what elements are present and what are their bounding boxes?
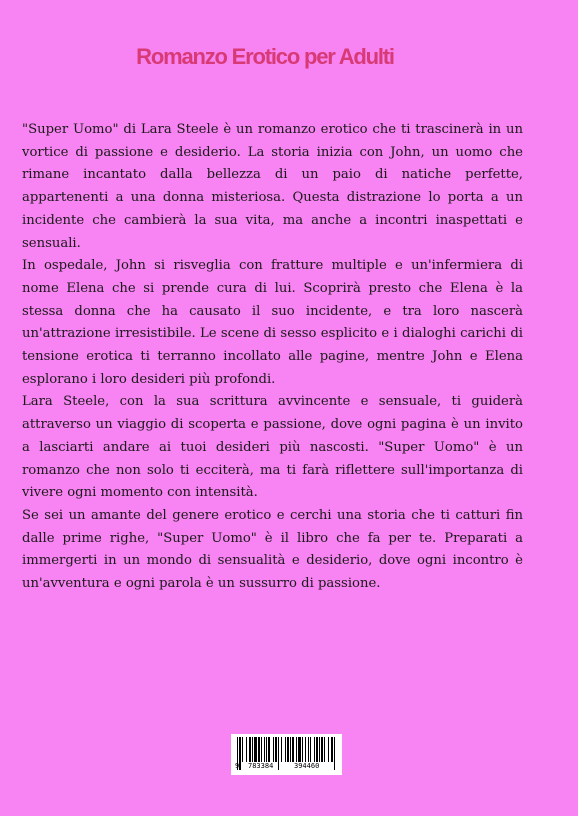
barcode-digits: [231, 762, 342, 773]
barcode-bar: [268, 737, 270, 762]
barcode-digit-group: 9: [235, 762, 240, 770]
barcode-bar: [264, 737, 265, 762]
barcode-bar: [298, 737, 301, 762]
barcode-bar: [281, 737, 282, 762]
barcode-bar: [261, 737, 262, 762]
barcode-bar: [296, 737, 297, 762]
barcode-bar: [331, 737, 333, 762]
barcode-bar: [252, 737, 253, 762]
barcode-bar: [254, 737, 257, 762]
barcode-bar: [316, 737, 318, 762]
barcode-bar: [305, 737, 306, 762]
barcode-bar: [310, 737, 311, 762]
barcode-bar: [324, 737, 325, 762]
cover-heading: Romanzo Erotico per Adulti: [136, 44, 394, 69]
barcode-bar: [321, 737, 323, 762]
blurb-paragraph: Lara Steele, con la sua scrittura avvincente e sensuale, ti guiderà attraverso un viaggio di scoperta e passione, dove ogni pagina è un invito a lasciarti andare ai tuoi desideri più nascosti. "Super Uomo" è un romanzo che non solo ti ecciterà, ma ti farà riflettere sull'importanza di vivere ogni momento con intensità.: [22, 394, 523, 501]
barcode-bar: [249, 737, 251, 762]
blurb-paragraph: "Super Uomo" di Lara Steele è un romanzo erotico che ti trascinerà in un vortice di passione e desiderio. La storia inizia con John, un uomo che rimane incantato dalla bellezza di un paio di natiche perfette, appartenenti a una donna misteriosa. Questa distrazione lo porta a un incidente che cambierà la sua vita, ma anche a incontri inaspettati e sensuali.: [22, 122, 523, 251]
barcode-bar: [290, 737, 291, 762]
barcode-bar: [246, 737, 247, 762]
barcode-bar: [302, 737, 303, 762]
blurb-paragraph: Se sei un amante del genere erotico e cerchi una storia che ti catturi fin dalle prime righe, "Super Uomo" è il libro che fa per te. Preparati a immergerti in un mondo di sensualità e desiderio, dove ogni incontro è un'avventura e ogni parola è un sussurro di passione.: [22, 507, 523, 592]
barcode-digit-group: 783384: [248, 762, 274, 770]
barcode-bar: [285, 737, 286, 762]
barcode-bar: [275, 737, 277, 762]
barcode-bar: [319, 737, 320, 762]
barcode-bar: [266, 737, 267, 762]
isbn-barcode: [231, 734, 342, 775]
barcode-bar: [292, 737, 294, 762]
blurb-text: [22, 119, 523, 596]
barcode-bar: [273, 737, 274, 762]
barcode-digit-group: 394460: [294, 762, 320, 770]
barcode-bar: [314, 737, 315, 762]
blurb-paragraph: In ospedale, John si risveglia con fratture multiple e un'infermiera di nome Elena che si prende cura di lui. Scoprirà presto che Elena è la stessa donna che ha causato il suo incidente, e tra loro nascerà un'attrazione irresistibile. Le scene di sesso esplicito e i dialoghi carichi di tensione erotica ti terranno incollato alle pagine, mentre John e Elena esplorano i loro desideri più profondi.: [22, 258, 523, 387]
barcode-bar: [328, 737, 329, 762]
barcode-bar: [287, 737, 289, 762]
barcode-bar: [258, 737, 260, 762]
barcode-bar: [242, 737, 243, 762]
barcode-bar: [308, 737, 309, 762]
